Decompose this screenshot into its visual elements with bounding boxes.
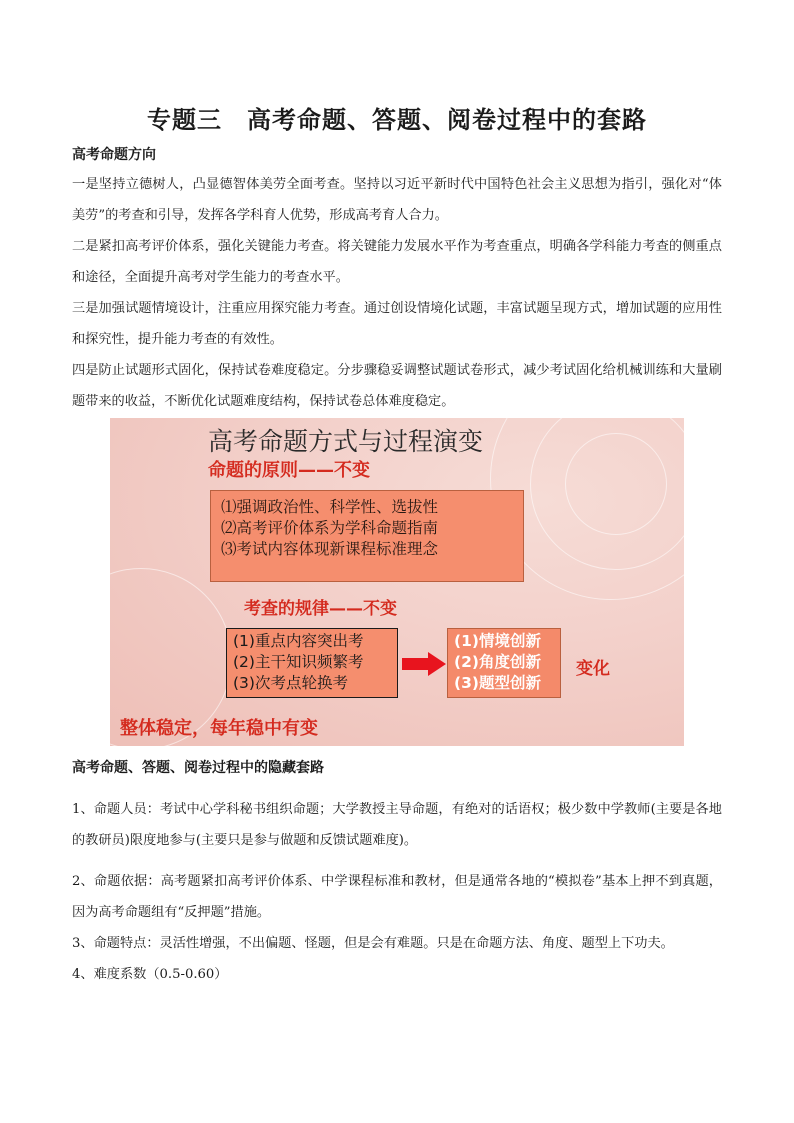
right-arrow-icon bbox=[402, 652, 446, 676]
section-hidden-routines bbox=[72, 754, 722, 990]
change-item: (3)题型创新 bbox=[454, 674, 541, 692]
patterns-box bbox=[226, 628, 398, 698]
section-heading-hidden-routines: 高考命题、答题、阅卷过程中的隐藏套路 bbox=[72, 760, 324, 776]
change-item: (2)角度创新 bbox=[454, 653, 541, 671]
pattern-heading: 考查的规律——不变 bbox=[244, 599, 397, 619]
change-item: (1)情境创新 bbox=[454, 632, 541, 650]
paragraph-2: 二是紧扣高考评价体系，强化关键能力考查。将关键能力发展水平作为考查重点，明确各学科能力考查的侧重点和途径，全面提升高考对学生能力的考查水平。 bbox=[72, 239, 722, 285]
paragraph-4: 四是防止试题形式固化，保持试卷难度稳定。分步骤稳妥调整试题试卷形式，减少考试固化给机械训练和大量刷题带来的收益，不断优化试题难度结构，保持试卷总体难度稳定。 bbox=[72, 363, 722, 409]
exam-evolution-figure bbox=[110, 418, 684, 746]
pattern-item: (2)主干知识频繁考 bbox=[233, 653, 364, 671]
principle-item: ⑵高考评价体系为学科命题指南 bbox=[221, 519, 439, 537]
paragraph-3: 三是加强试题情境设计，注重应用探究能力考查。通过创设情境化试题，丰富试题呈现方式，增加试题的应用性和探究性，提升能力考查的有效性。 bbox=[72, 301, 722, 347]
principle-item: ⑴强调政治性、科学性、选拔性 bbox=[221, 498, 439, 516]
paragraph-1: 一是坚持立德树人，凸显德智体美劳全面考查。坚持以习近平新时代中国特色社会主义思想为指引，强化对“体美劳”的考查和引导，发挥各学科育人优势，形成高考育人合力。 bbox=[72, 177, 722, 223]
principle-item: ⑶考试内容体现新课程标准理念 bbox=[221, 540, 439, 558]
list-item: 2、命题依据：高考题紧扣高考评价体系、中学课程标准和教材，但是通常各地的“模拟卷”基本上押不到真题，因为高考命题组有“反押题”措施。 bbox=[72, 874, 722, 920]
pattern-item: (1)重点内容突出考 bbox=[233, 632, 364, 650]
list-item: 3、命题特点：灵活性增强，不出偏题、怪题，但是会有难题。只是在命题方法、角度、题型上下功夫。 bbox=[72, 936, 674, 951]
decorative-swirl bbox=[565, 433, 667, 535]
figure-footer: 整体稳定，每年稳中有变 bbox=[120, 718, 318, 739]
list-item: 1、命题人员：考试中心学科秘书组织命题；大学教授主导命题，有绝对的话语权；极少数中学教师(主要是各地的教研员)限度地参与(主要只是参与做题和反馈试题难度)。 bbox=[72, 802, 722, 848]
section-heading-exam-direction: 高考命题方向 bbox=[72, 147, 156, 163]
principle-heading: 命题的原则——不变 bbox=[208, 460, 370, 481]
pattern-item: (3)次考点轮换考 bbox=[233, 674, 348, 692]
change-label: 变化 bbox=[576, 659, 610, 679]
changes-box bbox=[447, 628, 561, 698]
principles-box bbox=[210, 490, 524, 582]
figure-title: 高考命题方式与过程演变 bbox=[208, 427, 484, 456]
list-item: 4、难度系数（0.5-0.60） bbox=[72, 967, 228, 982]
section-exam-direction bbox=[72, 141, 722, 417]
document-title: 专题三 高考命题、答题、阅卷过程中的套路 bbox=[147, 105, 647, 134]
